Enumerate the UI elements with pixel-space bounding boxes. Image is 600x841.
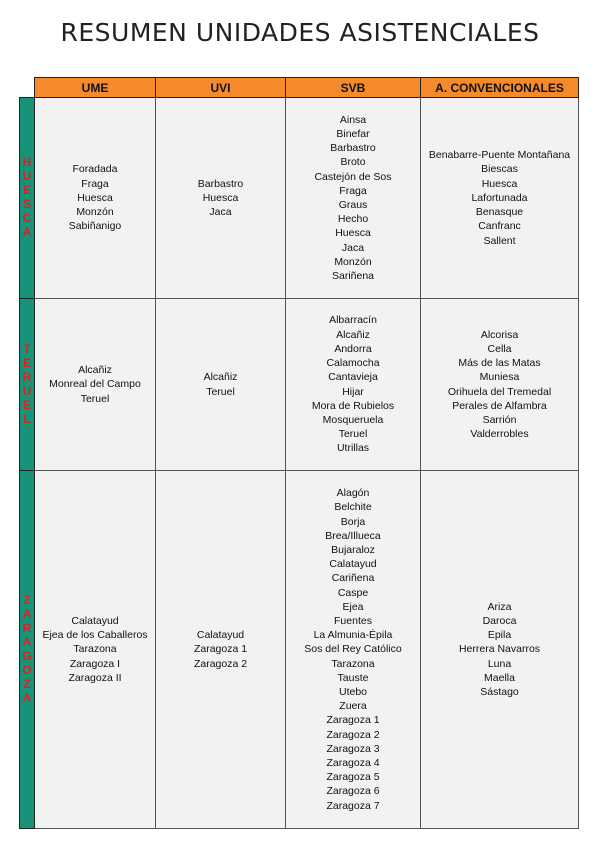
list-item: Teruel <box>80 392 110 405</box>
region-label: T E R U E L <box>22 341 32 426</box>
list-item: Zaragoza 1 <box>193 643 248 656</box>
list-item: Biescas <box>481 163 518 176</box>
list-item: Monzón <box>334 255 372 268</box>
list-item: Broto <box>340 156 366 169</box>
list-item: Ainsa <box>339 113 367 126</box>
header-convencionales: A. CONVENCIONALES <box>421 78 579 98</box>
page-title: RESUMEN UNIDADES ASISTENCIALES <box>60 18 540 47</box>
list-item: Orihuela del Tremedal <box>447 385 552 398</box>
list-item: Maella <box>484 671 515 684</box>
cell-svb <box>286 471 421 829</box>
list-item: Castejón de Sos <box>314 170 392 183</box>
region-teruel <box>20 299 35 471</box>
list-item: Zaragoza I <box>69 657 121 670</box>
list-item: Tarazona <box>73 643 117 656</box>
list-item: Borja <box>340 515 366 528</box>
list-item: Zaragoza 6 <box>326 785 380 798</box>
list-item: Hijar <box>342 385 364 398</box>
header-row <box>20 78 579 98</box>
list-item: La Almunia-Épila <box>313 629 393 642</box>
list-item: Benasque <box>475 206 524 219</box>
list-item: Tauste <box>337 671 369 684</box>
cell-ume <box>35 471 156 829</box>
list-item: Sarrión <box>482 413 517 426</box>
list-item: Zaragoza 3 <box>326 742 380 755</box>
list-item: Huesca <box>77 191 113 204</box>
list-item: Alcañiz <box>203 371 238 384</box>
list-item: Cella <box>487 342 512 355</box>
region-huesca <box>20 98 35 299</box>
list-item: Lafortunada <box>471 191 528 204</box>
list-item: Canfranc <box>478 220 521 233</box>
list-item: Luna <box>487 657 512 670</box>
list-item: Brea/Illueca <box>325 529 381 542</box>
units-table <box>19 77 579 829</box>
header-ume: UME <box>35 78 156 98</box>
list-item: Daroca <box>482 614 517 627</box>
list-item: Barbastro <box>330 142 376 155</box>
list-item: Fuentes <box>334 614 372 627</box>
list-item: Zaragoza 7 <box>326 799 380 812</box>
header-uvi: UVI <box>156 78 286 98</box>
list-item: Cantavieja <box>328 371 378 384</box>
cell-svb <box>286 98 421 299</box>
list-item: Mosqueruela <box>322 413 384 426</box>
list-item: Calatayud <box>71 614 119 627</box>
cell-convencionales <box>421 98 579 299</box>
list-item: Monreal del Campo <box>49 378 141 391</box>
region-label: Z A R A G O Z A <box>22 592 32 705</box>
list-item: Fraga <box>81 177 109 190</box>
list-item: Fraga <box>339 184 367 197</box>
cell-convencionales <box>421 471 579 829</box>
list-item: Zaragoza II <box>68 671 122 684</box>
list-item: Zaragoza 1 <box>326 714 380 727</box>
list-item: Albarracín <box>329 314 377 327</box>
list-item: Foradada <box>72 163 118 176</box>
list-item: Alcorisa <box>480 328 519 341</box>
list-item: Zuera <box>339 700 367 713</box>
list-item: Monzón <box>76 206 114 219</box>
list-item: Huesca <box>335 227 371 240</box>
list-item: Teruel <box>338 428 368 441</box>
cell-uvi <box>156 98 286 299</box>
cell-svb <box>286 299 421 471</box>
list-item: Epila <box>487 629 512 642</box>
header-svb: SVB <box>286 78 421 98</box>
list-item: Herrera Navarros <box>458 643 541 656</box>
list-item: Alagón <box>336 487 370 500</box>
list-item: Andorra <box>334 342 372 355</box>
list-item: Mora de Rubielos <box>311 399 395 412</box>
cell-ume <box>35 98 156 299</box>
list-item: Alcañiz <box>336 328 370 341</box>
list-item: Más de las Matas <box>458 357 541 370</box>
list-item: Huesca <box>481 177 518 190</box>
region-zaragoza <box>20 471 35 829</box>
list-item: Caspe <box>337 586 369 599</box>
list-item: Perales de Alfambra <box>452 399 547 412</box>
row-zaragoza <box>20 471 579 829</box>
list-item: Jaca <box>341 241 365 254</box>
list-item: Ejea <box>342 600 364 613</box>
list-item: Sallent <box>483 234 516 247</box>
row-huesca <box>20 98 579 299</box>
list-item: Hecho <box>337 213 369 226</box>
list-item: Alcañiz <box>78 364 112 377</box>
list-item: Muniesa <box>479 371 520 384</box>
list-item: Ejea de los Caballeros <box>42 629 148 642</box>
cell-uvi <box>156 471 286 829</box>
list-item: Binefar <box>336 127 370 140</box>
region-label: H U E S C A <box>22 155 32 239</box>
list-item: Barbastro <box>197 177 244 190</box>
list-item: Huesca <box>202 191 239 204</box>
cell-convencionales <box>421 299 579 471</box>
list-item: Tarazona <box>331 657 375 670</box>
header-corner <box>20 78 35 98</box>
list-item: Calatayud <box>329 558 377 571</box>
list-item: Belchite <box>334 501 372 514</box>
list-item: Ariza <box>487 600 512 613</box>
list-item: Utebo <box>338 686 368 698</box>
list-item: Zaragoza 4 <box>326 757 380 770</box>
cell-ume <box>35 299 156 471</box>
list-item: Zaragoza 5 <box>326 771 380 784</box>
list-item: Bujaraloz <box>331 543 375 556</box>
list-item: Sabiñanigo <box>68 220 122 233</box>
list-item: Sástago <box>480 686 519 698</box>
list-item: Sariñena <box>331 270 375 283</box>
list-item: Zaragoza 2 <box>326 728 380 741</box>
list-item: Valderrobles <box>470 428 529 441</box>
list-item: Utrillas <box>336 442 370 455</box>
list-item: Graus <box>338 199 368 211</box>
list-item: Calatayud <box>196 629 245 642</box>
list-item: Cariñena <box>331 572 375 585</box>
list-item: Jaca <box>209 206 232 219</box>
cell-uvi <box>156 299 286 471</box>
list-item: Calamocha <box>326 357 380 370</box>
list-item: Benabarre-Puente Montañana <box>428 149 571 162</box>
list-item: Zaragoza 2 <box>193 657 248 670</box>
row-teruel <box>20 299 579 471</box>
list-item: Sos del Rey Católico <box>304 643 402 656</box>
list-item: Teruel <box>206 385 235 398</box>
